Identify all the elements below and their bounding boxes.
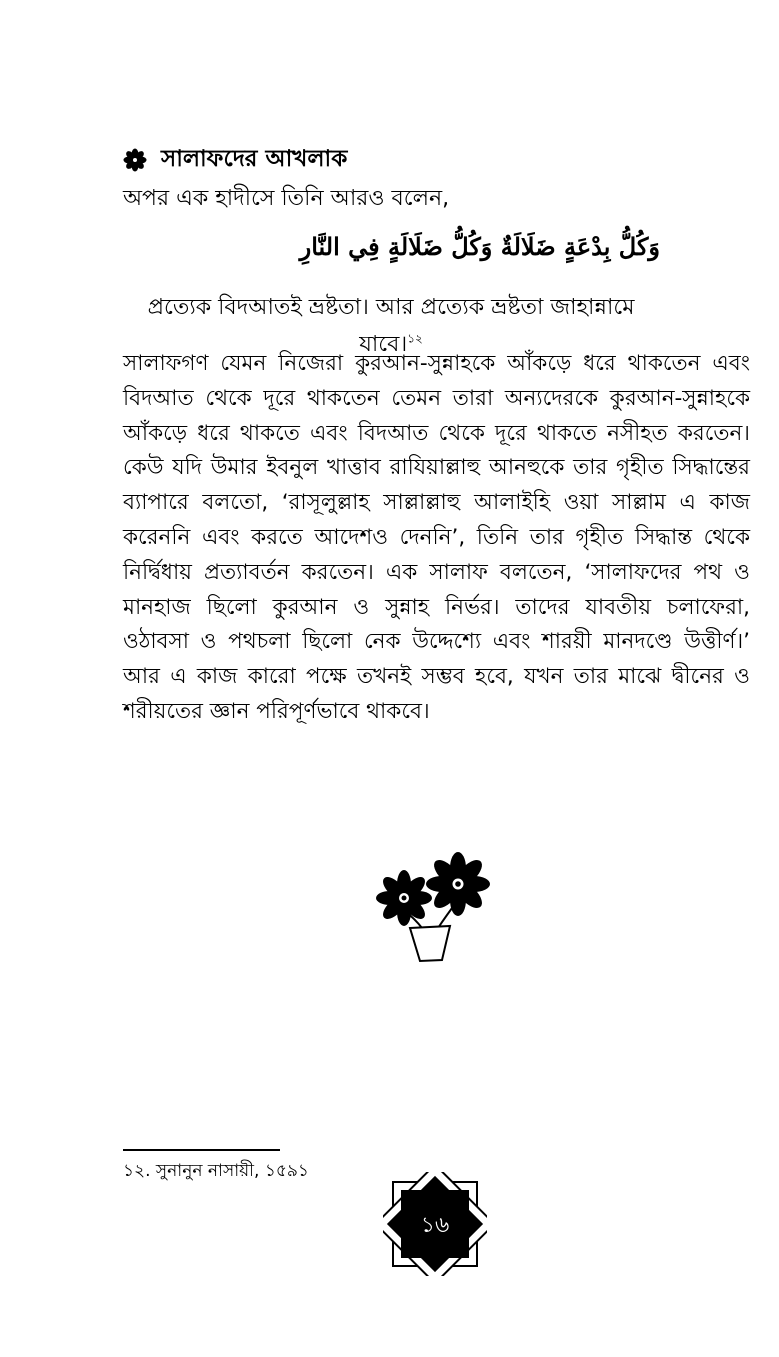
arabic-quote: وَكُلُّ بِدْعَةٍ ضَلَالَةٌ وَكُلُّ ضَلَالَةٍ فِي النَّارِ <box>299 232 660 261</box>
translation-text: প্রত্যেক বিদআতই ভ্রষ্টতা। আর প্রত্যেক ভ্রষ্টতা জাহান্নামে যাবে। <box>147 295 635 357</box>
footnote-reference: ১২ <box>407 331 423 346</box>
body-paragraph: সালাফগণ যেমন নিজেরা কুরআন-সুন্নাহকে আঁকড়ে ধরে থাকতেন এবং বিদআত থেকে দূরে থাকতেন তেমন তারা অন্যদেরকে কুরআন-সুন্নাহকে আঁকড়ে ধরে থাকতে এবং বিদআত থেকে দূরে থাকতে নসীহত করতেন। কেউ যদি উমার ইবনুল খাত্তাব রাযিয়াল্লাহু আনহুকে তার গৃহীত সিদ্ধান্তের ব্যাপারে বলতো, ‘রাসূলুল্লাহ সাল্লাল্লাহু আলাইহি ওয়া সাল্লাম এ কাজ করেননি এবং করতে আদেশও দেননি’, তিনি তার গৃহীত সিদ্ধান্ত থেকে নির্দ্বিধায় প্রত্যাবর্তন করতেন। এক সালাফ বলতেন, ‘সালাফদের পথ ও মানহাজ ছিলো কুরআন ও সুন্নাহ নির্ভর। তাদের যাবতীয় চলাফেরা, ওঠাবসা ও পথচলা ছিলো নেক উদ্দেশ্যে এবং শারয়ী মানদণ্ডে উত্তীর্ণ।’ আর এ কাজ কারো পক্ষে তখনই সম্ভব হবে, যখন তার মাঝে দ্বীনের ও শরীয়তের জ্ঞান পরিপূর্ণভাবে থাকবে। <box>123 351 750 724</box>
footnote: ১২. সুনানুন নাসায়ী, ১৫৯১ <box>123 1161 309 1181</box>
flower-ornament-icon <box>123 148 147 172</box>
footnote-divider <box>123 1149 280 1151</box>
page-number: ১৬ <box>420 1213 450 1238</box>
page-number-badge <box>383 1172 487 1276</box>
flower-pot-icon <box>372 848 496 966</box>
intro-line: অপর এক হাদীসে তিনি আরও বলেন, <box>123 186 450 211</box>
section-header <box>123 140 347 179</box>
section-title: সালাফদের আখলাক <box>161 146 348 172</box>
